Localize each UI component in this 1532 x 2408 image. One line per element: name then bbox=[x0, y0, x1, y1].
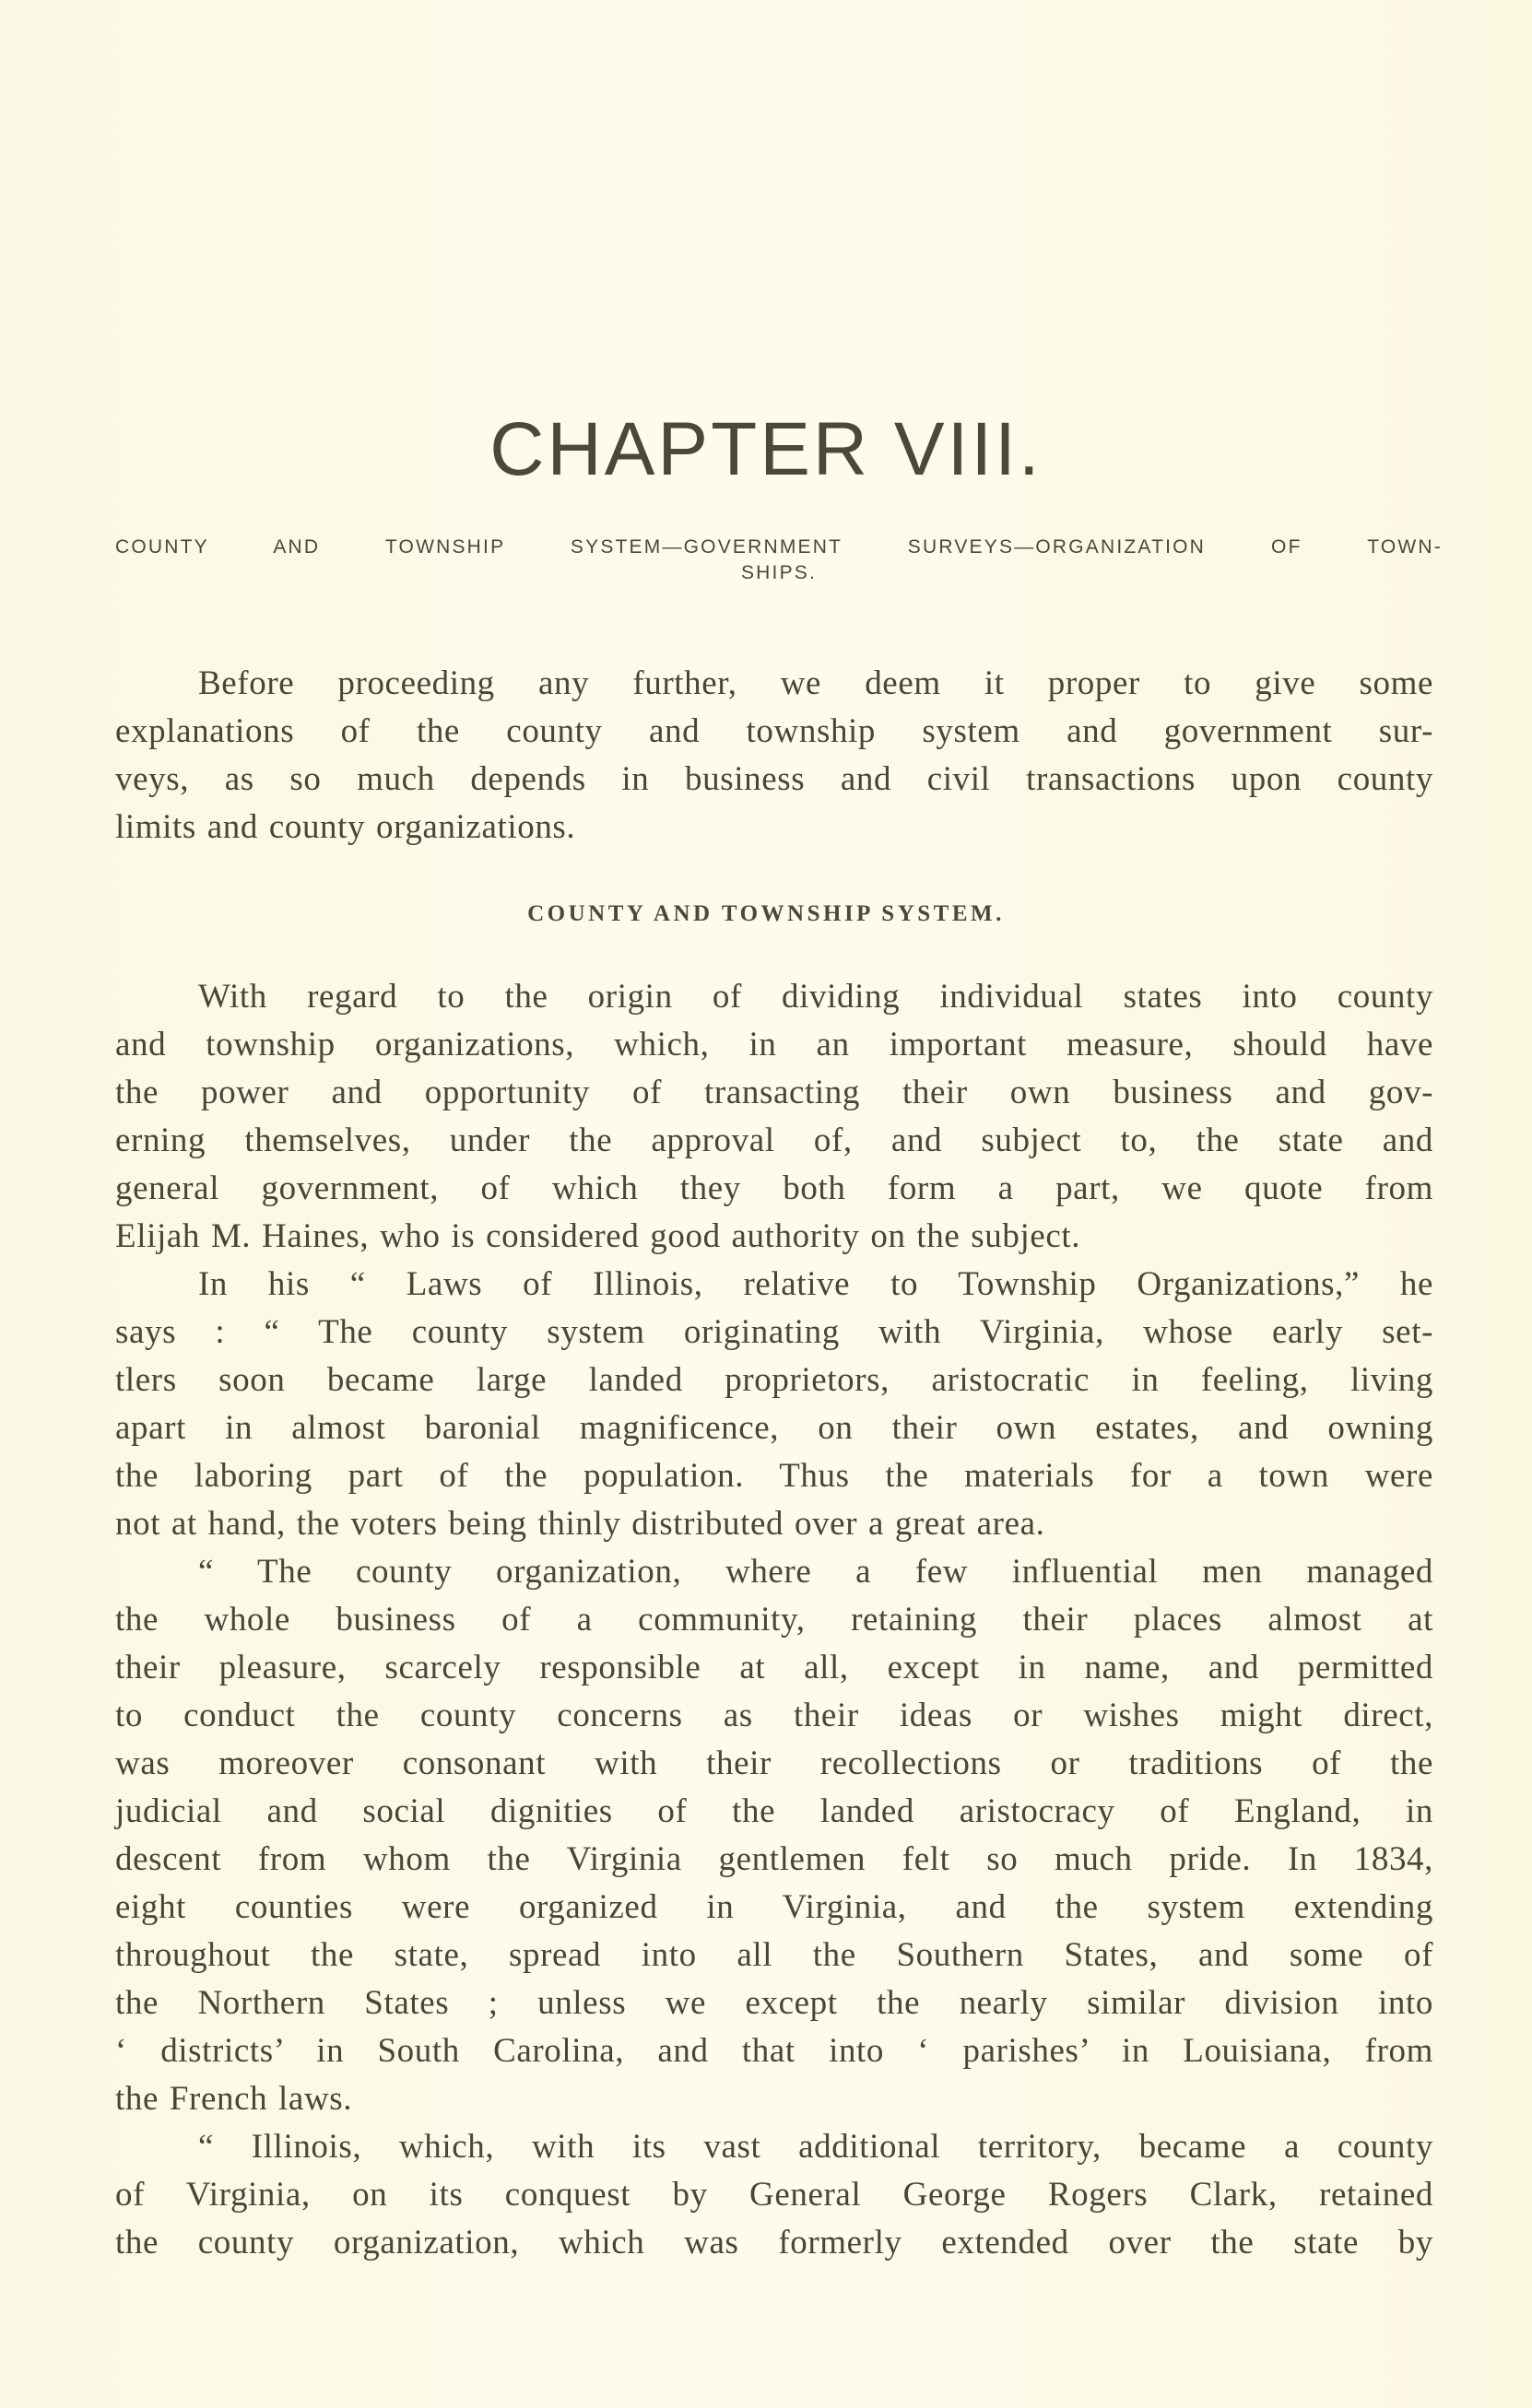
text-line: Elijah M. Haines, who is considered good authority on the subject. bbox=[115, 1217, 1081, 1255]
text-line: throughout the state, spread into all the Southern States, and some of bbox=[115, 1936, 1433, 1974]
text-line: veys, as so much depends in business and civil transactions upon county bbox=[115, 760, 1433, 798]
text-line: limits and county organizations. bbox=[115, 808, 576, 846]
paragraph bbox=[115, 973, 1433, 1261]
chapter-title: CHAPTER VIII. bbox=[489, 407, 1043, 491]
text-line: their pleasure, scarcely responsible at all, except in name, and permitted bbox=[115, 1649, 1433, 1686]
intro-paragraph bbox=[115, 660, 1433, 852]
text-line: descent from whom the Virginia gentlemen felt so much pride. In 1834, bbox=[115, 1840, 1433, 1878]
paragraph bbox=[115, 2123, 1433, 2267]
chapter-subtitle-line-2: SHIPS. bbox=[740, 562, 818, 583]
text-line: “ The county organization, where a few influential men managed bbox=[198, 1553, 1433, 1591]
text-line: “ Illinois, which, with its vast additional territory, became a county bbox=[198, 2128, 1433, 2166]
text-line: With regard to the origin of dividing individual states into county bbox=[198, 978, 1433, 1016]
text-line: and township organizations, which, in an important measure, should have bbox=[115, 1026, 1433, 1063]
section-body bbox=[115, 973, 1433, 2267]
text-line: was moreover consonant with their recollections or traditions of the bbox=[115, 1744, 1433, 1782]
paragraph bbox=[115, 1261, 1433, 1548]
text-line: the county organization, which was formerly extended over the state by bbox=[115, 2224, 1433, 2261]
text-line: general government, of which they both form a part, we quote from bbox=[115, 1169, 1433, 1207]
text-line: the power and opportunity of transacting their own business and gov- bbox=[115, 1074, 1433, 1111]
section-heading: COUNTY AND TOWNSHIP SYSTEM. bbox=[527, 901, 1005, 926]
chapter-subtitle-line-1: COUNTY AND TOWNSHIP SYSTEM—GOVERNMENT SURVEYS—ORGANIZATION OF TOWN- bbox=[115, 536, 1443, 558]
text-line: judicial and social dignities of the landed aristocracy of England, in bbox=[115, 1792, 1433, 1830]
text-line: not at hand, the voters being thinly distributed over a great area. bbox=[115, 1505, 1045, 1543]
text-line: explanations of the county and township system and government sur- bbox=[115, 712, 1433, 750]
text-line: of Virginia, on its conquest by General George Rogers Clark, retained bbox=[115, 2176, 1433, 2214]
text-line: to conduct the county concerns as their ideas or wishes might direct, bbox=[115, 1697, 1433, 1734]
text-line: the whole business of a community, retaining their places almost at bbox=[115, 1601, 1433, 1639]
text-line: says : “ The county system originating with Virginia, whose early set- bbox=[115, 1313, 1433, 1351]
text-line: eight counties were organized in Virginia, and the system extending bbox=[115, 1888, 1433, 1926]
text-line: Before proceeding any further, we deem it proper to give some bbox=[198, 664, 1433, 702]
text-line: ‘ districts’ in South Carolina, and that into ‘ parishes’ in Louisiana, from bbox=[115, 2032, 1433, 2070]
text-line: the French laws. bbox=[115, 2080, 353, 2118]
paragraph bbox=[115, 1548, 1433, 2123]
text-line: tlers soon became large landed proprietors, aristocratic in feeling, living bbox=[115, 1361, 1433, 1399]
text-line: In his “ Laws of Illinois, relative to Township Organizations,” he bbox=[198, 1265, 1433, 1303]
chapter-subtitle bbox=[115, 534, 1443, 586]
text-line: apart in almost baronial magnificence, on their own estates, and owning bbox=[115, 1409, 1433, 1447]
text-line: erning themselves, under the approval of, and subject to, the state and bbox=[115, 1122, 1433, 1159]
text-line: the laboring part of the population. Thus the materials for a town were bbox=[115, 1457, 1433, 1495]
text-line: the Northern States ; unless we except the nearly similar division into bbox=[115, 1984, 1433, 2022]
